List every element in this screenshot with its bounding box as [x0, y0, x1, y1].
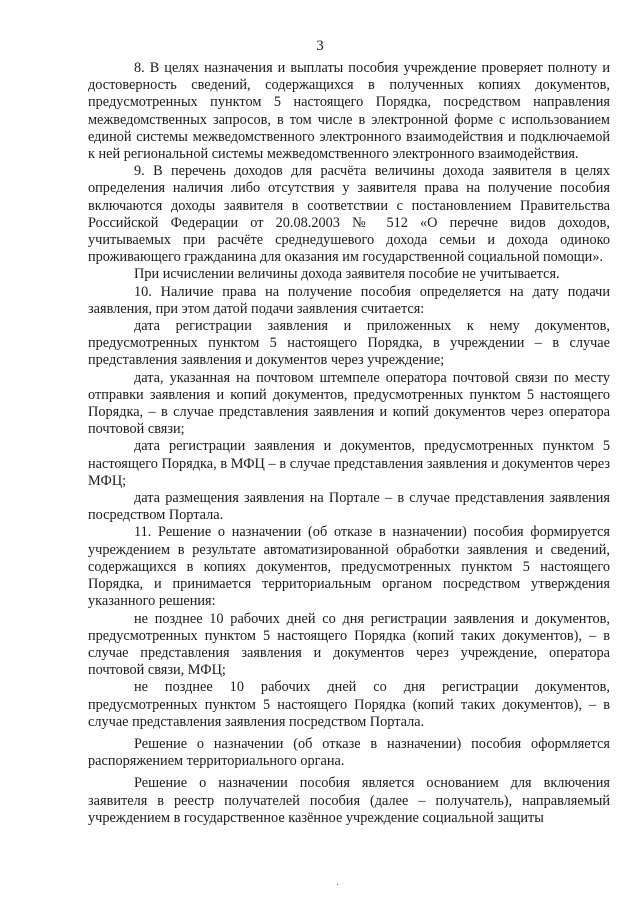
paragraph-10-item-2: дата, указанная на почтовом штемпеле оператора почтовой связи по месту отправки заявления и копий документов, предусмотренных пунктом 5 настоящего Порядка, – в случае представления заявления и копий документов через оператора почтовой связи; — [88, 369, 610, 438]
paragraph-11-item-1: не позднее 10 рабочих дней со дня регистрации заявления и документов, предусмотренных пунктом 5 настоящего Порядка (копий таких документов), – в случае представления заявления и документов через учреждение, оператора почтовой связи, МФЦ; — [88, 610, 610, 679]
paragraph-10-item-1: дата регистрации заявления и приложенных к нему документов, предусмотренных пунктом 5 настоящего Порядка, в учреждении – в случае представления заявления и документов через учреждение; — [88, 318, 610, 369]
paragraph-9: 9. В перечень доходов для расчёта величины дохода заявителя в целях определения наличия либо отсутствия у заявителя права на получение пособия включаются доходы заявителя в соответствии с постановлением Правительства Российской Федерации от 20.08.2003 № 512 «О перечне видов доходов, учитываемых при расчёте среднедушевого дохода семьи и дохода одиноко проживающего гражданина для оказания им государственной социальной помощи». — [88, 163, 610, 266]
paragraph-10-item-4: дата размещения заявления на Портале – в случае представления заявления посредством Портала. — [88, 490, 610, 524]
page-number: 3 — [316, 38, 324, 54]
paragraph-10: 10. Наличие права на получение пособия определяется на дату подачи заявления, при этом датой подачи заявления считается: — [88, 283, 610, 317]
paragraph-11-item-2: не позднее 10 рабочих дней со дня регистрации документов, предусмотренных пунктом 5 настоящего Порядка (копий таких документов), – в случае представления заявления посредством Портала. — [88, 679, 610, 730]
scan-dot: · — [336, 880, 340, 891]
document-body — [88, 60, 610, 827]
paragraph-income-note: При исчислении величины дохода заявителя пособие не учитывается. — [134, 266, 560, 283]
paragraph-11: 11. Решение о назначении (об отказе в назначении) пособия формируется учреждением в результате автоматизированной обработки заявления и сведений, содержащихся в копиях документов, предусмотренных пунктом 5 настоящего Порядка, и принимается территориальным органом посредством утверждения указанного решения: — [88, 524, 610, 610]
paragraph-8: 8. В целях назначения и выплаты пособия учреждение проверяет полноту и достоверность сведений, содержащихся в полученных копиях документов, предусмотренных пунктом 5 настоящего Порядка, посредством направления межведомственных запросов, в том числе в электронной форме с использованием единой системы межведомственного электронного взаимодействия и подключаемой к ней региональной системы межведомственного электронного взаимодействия. — [88, 60, 610, 163]
paragraph-decision-order: Решение о назначении (об отказе в назначении) пособия оформляется распоряжением территориального органа. — [88, 735, 610, 770]
paragraph-decision-registry: Решение о назначении пособия является основанием для включения заявителя в реестр получателей пособия (далее – получатель), направляемый учреждением в государственное казённое учреждение социальной защиты — [88, 775, 610, 826]
paragraph-10-item-3: дата регистрации заявления и документов, предусмотренных пунктом 5 настоящего Порядка, в МФЦ – в случае представления заявления и документов через МФЦ; — [88, 438, 610, 489]
